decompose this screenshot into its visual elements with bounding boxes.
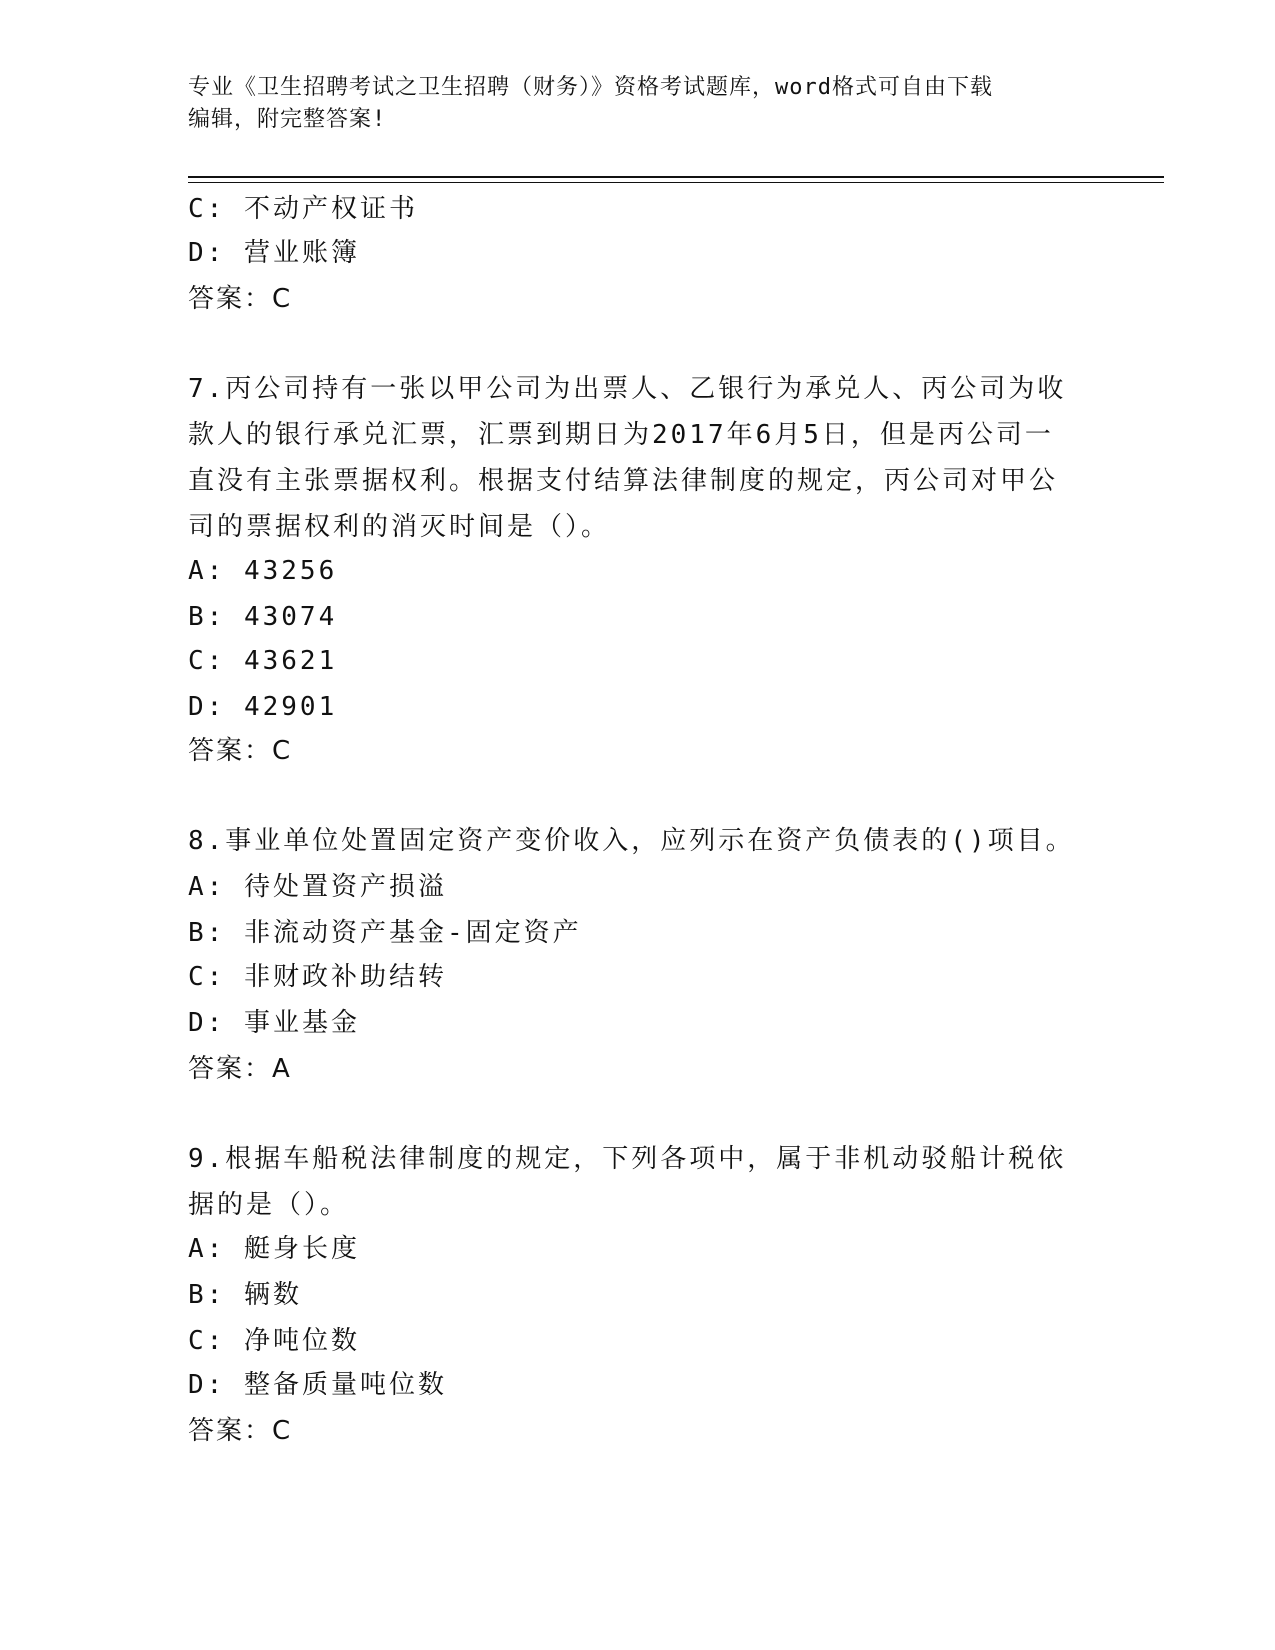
q7-stem-line-3: 直没有主张票据权利。根据支付结算法律制度的规定，丙公司对甲公 bbox=[188, 466, 1059, 496]
q8-option-c: C: 非财政补助结转 bbox=[188, 962, 447, 992]
q9-option-c: C: 净吨位数 bbox=[188, 1326, 360, 1356]
q6-option-c: C: 不动产权证书 bbox=[188, 194, 418, 224]
q9-option-a: A: 艇身长度 bbox=[188, 1234, 360, 1264]
document-header bbox=[188, 72, 1088, 136]
q8-option-d: D: 事业基金 bbox=[188, 1008, 360, 1038]
q7-option-c: C: 43621 bbox=[188, 646, 338, 676]
q8-option-a: A: 待处置资产损溢 bbox=[188, 872, 447, 902]
q8-option-b: B: 非流动资产基金-固定资产 bbox=[188, 918, 582, 948]
q7-option-d: D: 42901 bbox=[188, 692, 338, 722]
q7-stem-line-4: 司的票据权利的消灭时间是（）。 bbox=[188, 512, 611, 542]
header-line-1: 专业《卫生招聘考试之卫生招聘（财务）》资格考试题库，word格式可自由下载 bbox=[188, 75, 993, 100]
q7-option-b: B: 43074 bbox=[188, 602, 338, 632]
q6-option-d: D: 营业账簿 bbox=[188, 238, 360, 268]
q9-answer: 答案：C bbox=[188, 1416, 293, 1446]
q7-stem-line-1: 7.丙公司持有一张以甲公司为出票人、乙银行为承兑人、丙公司为收 bbox=[188, 374, 1067, 404]
q9-stem-line-2: 据的是（）。 bbox=[188, 1190, 350, 1220]
q8-answer: 答案：A bbox=[188, 1054, 292, 1084]
q7-answer: 答案：C bbox=[188, 736, 293, 766]
q7-option-a: A: 43256 bbox=[188, 556, 338, 586]
header-divider-thin bbox=[188, 182, 1164, 183]
q7-stem-line-2: 款人的银行承兑汇票，汇票到期日为2017年6月5日，但是丙公司一 bbox=[188, 420, 1054, 450]
q9-option-b: B: 辆数 bbox=[188, 1280, 302, 1310]
header-divider bbox=[188, 176, 1164, 178]
q6-answer: 答案：C bbox=[188, 284, 293, 314]
q9-stem-line-1: 9.根据车船税法律制度的规定，下列各项中，属于非机动驳船计税依 bbox=[188, 1144, 1067, 1174]
header-line-2: 编辑，附完整答案! bbox=[188, 107, 387, 132]
q8-stem-line-1: 8.事业单位处置固定资产变价收入，应列示在资产负债表的()项目。 bbox=[188, 826, 1075, 856]
q9-option-d: D: 整备质量吨位数 bbox=[188, 1370, 447, 1400]
